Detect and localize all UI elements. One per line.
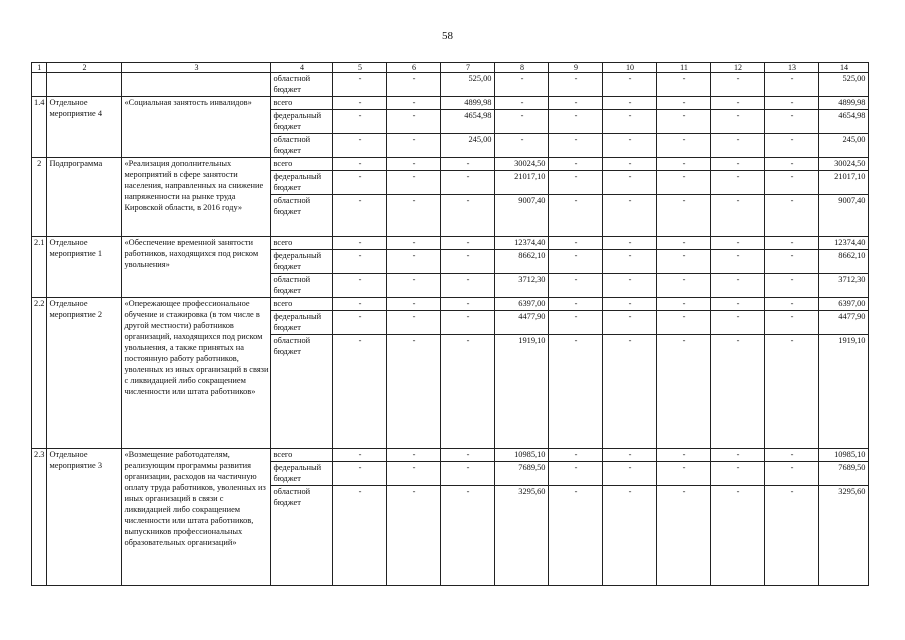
value-cell: - — [657, 195, 711, 237]
value-cell: 245,00 — [819, 134, 869, 158]
value-cell: - — [333, 171, 387, 195]
value-cell: - — [657, 237, 711, 250]
value-cell: 10985,10 — [495, 449, 549, 462]
value-cell: - — [441, 486, 495, 586]
value-cell: - — [333, 335, 387, 449]
value-cell: - — [657, 486, 711, 586]
value-cell: - — [495, 134, 549, 158]
column-header: 13 — [765, 63, 819, 73]
value-cell: - — [387, 158, 441, 171]
value-cell: 7689,50 — [495, 462, 549, 486]
funding-source: федеральный бюджет — [271, 250, 333, 274]
value-cell: - — [603, 237, 657, 250]
budget-table — [31, 62, 869, 586]
value-cell: - — [711, 335, 765, 449]
value-cell: - — [441, 274, 495, 298]
value-cell: - — [603, 195, 657, 237]
funding-source: всего — [271, 158, 333, 171]
value-cell: - — [387, 134, 441, 158]
value-cell: - — [765, 158, 819, 171]
value-cell: - — [765, 311, 819, 335]
value-cell: - — [711, 110, 765, 134]
value-cell: 7689,50 — [819, 462, 869, 486]
program-type: Отдельное мероприятие 1 — [47, 237, 122, 298]
value-cell: - — [333, 250, 387, 274]
value-cell: - — [549, 158, 603, 171]
value-cell: 8662,10 — [819, 250, 869, 274]
value-cell: 3295,60 — [819, 486, 869, 586]
value-cell: - — [603, 486, 657, 586]
funding-source: областной бюджет — [271, 73, 333, 97]
value-cell: - — [765, 110, 819, 134]
funding-source: федеральный бюджет — [271, 462, 333, 486]
value-cell: - — [387, 237, 441, 250]
value-cell: 525,00 — [819, 73, 869, 97]
value-cell: - — [549, 110, 603, 134]
column-header: 4 — [271, 63, 333, 73]
value-cell: 30024,50 — [495, 158, 549, 171]
value-cell: - — [333, 73, 387, 97]
value-cell: - — [603, 462, 657, 486]
value-cell: - — [387, 462, 441, 486]
value-cell: 8662,10 — [495, 250, 549, 274]
value-cell: - — [387, 250, 441, 274]
value-cell: - — [549, 311, 603, 335]
program-type — [47, 73, 122, 97]
funding-source: всего — [271, 97, 333, 110]
value-cell: 4477,90 — [495, 311, 549, 335]
funding-source: областной бюджет — [271, 335, 333, 449]
column-header: 1 — [32, 63, 47, 73]
value-cell: 10985,10 — [819, 449, 869, 462]
value-cell: 4899,98 — [441, 97, 495, 110]
value-cell: - — [765, 335, 819, 449]
table-row — [32, 158, 869, 171]
row-number: 2.1 — [32, 237, 47, 298]
value-cell: - — [603, 274, 657, 298]
value-cell: - — [603, 335, 657, 449]
value-cell: - — [387, 274, 441, 298]
value-cell: - — [603, 97, 657, 110]
value-cell: - — [549, 250, 603, 274]
value-cell: 6397,00 — [495, 298, 549, 311]
value-cell: - — [711, 73, 765, 97]
value-cell: - — [333, 134, 387, 158]
value-cell: 21017,10 — [819, 171, 869, 195]
column-header: 2 — [47, 63, 122, 73]
value-cell: - — [603, 250, 657, 274]
value-cell: - — [333, 298, 387, 311]
value-cell: - — [441, 250, 495, 274]
value-cell: - — [549, 171, 603, 195]
value-cell: 21017,10 — [495, 171, 549, 195]
value-cell: - — [333, 311, 387, 335]
value-cell: 12374,40 — [819, 237, 869, 250]
value-cell: - — [549, 298, 603, 311]
program-name: «Опережающее профессиональное обучение и стажировка (в том числе в другой местности) работников организаций, находящихся под риском увольнения, а также принятых на постоянную работу работников, уволенных из иных организаций в связи с ликвидацией либо сокращением численности или штата работников» — [122, 298, 271, 449]
page-number: 58 — [442, 30, 453, 42]
value-cell: 9007,40 — [495, 195, 549, 237]
value-cell: - — [549, 73, 603, 97]
value-cell: 3712,30 — [495, 274, 549, 298]
value-cell: 245,00 — [441, 134, 495, 158]
value-cell: - — [441, 311, 495, 335]
value-cell: 30024,50 — [819, 158, 869, 171]
value-cell: - — [603, 311, 657, 335]
column-header: 6 — [387, 63, 441, 73]
value-cell: - — [603, 449, 657, 462]
value-cell: - — [765, 97, 819, 110]
value-cell: - — [711, 158, 765, 171]
value-cell: - — [657, 171, 711, 195]
value-cell: 12374,40 — [495, 237, 549, 250]
value-cell: - — [603, 110, 657, 134]
value-cell: - — [765, 250, 819, 274]
value-cell: - — [333, 97, 387, 110]
value-cell: - — [711, 237, 765, 250]
program-name — [122, 73, 271, 97]
value-cell: - — [333, 158, 387, 171]
value-cell: 4477,90 — [819, 311, 869, 335]
value-cell: - — [387, 171, 441, 195]
program-type: Подпрограмма — [47, 158, 122, 237]
value-cell: - — [765, 449, 819, 462]
program-name: «Обеспечение временной занятости работников, находящихся под риском увольнения» — [122, 237, 271, 298]
value-cell: - — [603, 73, 657, 97]
table-row — [32, 97, 869, 110]
value-cell: - — [549, 486, 603, 586]
value-cell: - — [765, 171, 819, 195]
value-cell: - — [441, 335, 495, 449]
funding-source: федеральный бюджет — [271, 171, 333, 195]
funding-source: всего — [271, 237, 333, 250]
program-type: Отдельное мероприятие 3 — [47, 449, 122, 586]
column-number-row — [32, 63, 869, 73]
value-cell: - — [657, 110, 711, 134]
value-cell: - — [333, 486, 387, 586]
funding-source: областной бюджет — [271, 195, 333, 237]
value-cell: - — [711, 274, 765, 298]
value-cell: - — [603, 158, 657, 171]
value-cell: - — [657, 250, 711, 274]
value-cell: 4899,98 — [819, 97, 869, 110]
value-cell: - — [387, 97, 441, 110]
value-cell: - — [549, 274, 603, 298]
value-cell: - — [657, 73, 711, 97]
value-cell: - — [765, 486, 819, 586]
column-header: 10 — [603, 63, 657, 73]
value-cell: - — [333, 274, 387, 298]
value-cell: - — [765, 195, 819, 237]
value-cell: - — [387, 311, 441, 335]
value-cell: - — [333, 110, 387, 134]
value-cell: - — [549, 97, 603, 110]
funding-source: федеральный бюджет — [271, 311, 333, 335]
value-cell: - — [387, 486, 441, 586]
value-cell: - — [549, 237, 603, 250]
value-cell: - — [387, 73, 441, 97]
program-type: Отдельное мероприятие 2 — [47, 298, 122, 449]
column-header: 11 — [657, 63, 711, 73]
value-cell: - — [711, 195, 765, 237]
row-number: 2.2 — [32, 298, 47, 449]
value-cell: - — [441, 171, 495, 195]
value-cell: - — [333, 462, 387, 486]
row-number: 2 — [32, 158, 47, 237]
value-cell: 525,00 — [441, 73, 495, 97]
value-cell: - — [711, 311, 765, 335]
column-header: 14 — [819, 63, 869, 73]
column-header: 7 — [441, 63, 495, 73]
program-name: «Социальная занятость инвалидов» — [122, 97, 271, 158]
value-cell: - — [441, 195, 495, 237]
value-cell: - — [387, 195, 441, 237]
funding-source: областной бюджет — [271, 274, 333, 298]
value-cell: - — [711, 298, 765, 311]
value-cell: - — [765, 134, 819, 158]
value-cell: - — [495, 73, 549, 97]
program-type: Отдельное мероприятие 4 — [47, 97, 122, 158]
value-cell: - — [387, 298, 441, 311]
value-cell: - — [657, 97, 711, 110]
value-cell: - — [657, 298, 711, 311]
value-cell: - — [765, 462, 819, 486]
value-cell: 9007,40 — [819, 195, 869, 237]
value-cell: - — [657, 462, 711, 486]
value-cell: - — [549, 134, 603, 158]
value-cell: - — [441, 298, 495, 311]
value-cell: - — [441, 449, 495, 462]
value-cell: - — [603, 171, 657, 195]
value-cell: - — [711, 97, 765, 110]
value-cell: - — [441, 237, 495, 250]
value-cell: - — [387, 335, 441, 449]
column-header: 9 — [549, 63, 603, 73]
table-row — [32, 449, 869, 462]
program-name: «Возмещение работодателям, реализующим программы развития организации, расходов на частичную оплату труда работников, уволенных из иных организаций в связи с ликвидацией либо сокращением численности или штата работников, выпускников профессиональных образовательных организаций» — [122, 449, 271, 586]
value-cell: - — [387, 449, 441, 462]
value-cell: - — [657, 449, 711, 462]
row-number: 1.4 — [32, 97, 47, 158]
value-cell: 4654,98 — [819, 110, 869, 134]
column-header: 3 — [122, 63, 271, 73]
value-cell: - — [765, 298, 819, 311]
value-cell: 6397,00 — [819, 298, 869, 311]
value-cell: - — [603, 134, 657, 158]
value-cell: - — [657, 311, 711, 335]
value-cell: - — [711, 486, 765, 586]
value-cell: - — [765, 237, 819, 250]
value-cell: 3295,60 — [495, 486, 549, 586]
table-row — [32, 298, 869, 311]
value-cell: - — [441, 462, 495, 486]
value-cell: - — [711, 449, 765, 462]
value-cell: - — [711, 134, 765, 158]
value-cell: - — [549, 462, 603, 486]
value-cell: - — [657, 335, 711, 449]
value-cell: - — [765, 274, 819, 298]
value-cell: - — [333, 449, 387, 462]
value-cell: 3712,30 — [819, 274, 869, 298]
value-cell: 4654,98 — [441, 110, 495, 134]
value-cell: 1919,10 — [495, 335, 549, 449]
value-cell: - — [333, 237, 387, 250]
funding-source: всего — [271, 449, 333, 462]
value-cell: - — [657, 158, 711, 171]
funding-source: областной бюджет — [271, 134, 333, 158]
value-cell: - — [711, 250, 765, 274]
value-cell: - — [441, 158, 495, 171]
value-cell: - — [549, 195, 603, 237]
funding-source: областной бюджет — [271, 486, 333, 586]
value-cell: - — [603, 298, 657, 311]
value-cell: - — [711, 171, 765, 195]
value-cell: - — [657, 274, 711, 298]
value-cell: - — [549, 449, 603, 462]
program-name: «Реализация дополнительных мероприятий в сфере занятости населения, направленных на снижение напряженности на рынке труда Кировской области, в 2016 году» — [122, 158, 271, 237]
value-cell: 1919,10 — [819, 335, 869, 449]
value-cell: - — [495, 110, 549, 134]
funding-source: федеральный бюджет — [271, 110, 333, 134]
value-cell: - — [765, 73, 819, 97]
funding-source: всего — [271, 298, 333, 311]
value-cell: - — [549, 335, 603, 449]
value-cell: - — [387, 110, 441, 134]
table-row — [32, 73, 869, 97]
value-cell: - — [657, 134, 711, 158]
value-cell: - — [495, 97, 549, 110]
row-number — [32, 73, 47, 97]
table-row — [32, 237, 869, 250]
value-cell: - — [333, 195, 387, 237]
value-cell: - — [711, 462, 765, 486]
column-header: 5 — [333, 63, 387, 73]
column-header: 12 — [711, 63, 765, 73]
row-number: 2.3 — [32, 449, 47, 586]
column-header: 8 — [495, 63, 549, 73]
